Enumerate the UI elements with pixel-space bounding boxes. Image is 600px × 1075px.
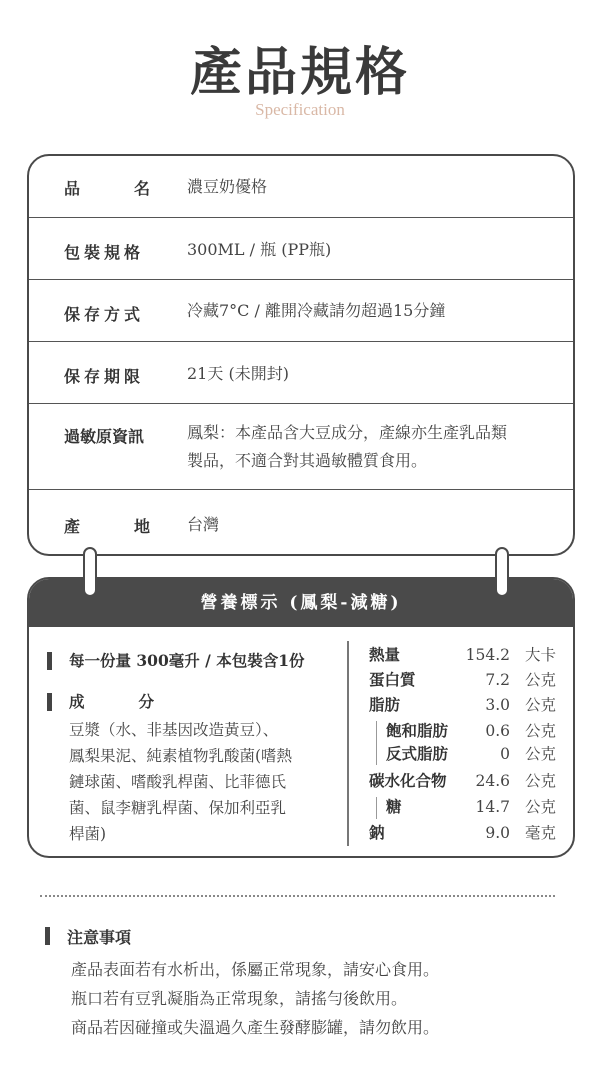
nutrition-row-fat: 脂肪 3.0 公克 [369, 695, 556, 714]
package-value: 300ML / 瓶 (PP瓶) [187, 240, 332, 259]
ingredients-label: 成 分 [69, 692, 154, 711]
nutrition-row-trans-fat: 反式脂肪 0 公克 [386, 744, 556, 763]
notes-title: 注意事項 [67, 928, 132, 947]
shelf-label: 保存期限 [64, 367, 145, 386]
origin-label: 產 地 [64, 517, 150, 536]
shelf-value: 21天 (未開封) [187, 364, 289, 383]
serving-size: 每一份量 300毫升 / 本包裝含1份 [69, 651, 305, 670]
notes-line: 產品表面若有水析出，係屬正常現象，請安心食用。 [71, 960, 440, 979]
nutrition-row-sugar: 糖 14.7 公克 [386, 797, 556, 816]
storage-value: 冷藏7°C / 離開冷藏請勿超過15分鐘 [187, 301, 446, 320]
spec-row-origin [29, 490, 573, 556]
spec-card [27, 154, 575, 556]
allergen-value: 鳳梨：本產品含大豆成分，產線亦生產乳品類 製品，不適合對其過敏體質食用。 [187, 423, 508, 470]
spec-row-storage [29, 280, 573, 342]
binder-ring-right [495, 547, 509, 597]
spec-row-name [29, 156, 573, 218]
page-title: 產品規格 [189, 42, 410, 103]
notes-line: 瓶口若有豆乳凝脂為正常現象，請搖勻後飲用。 [71, 989, 408, 1008]
storage-label: 保存方式 [64, 305, 145, 324]
notes-line: 商品若因碰撞或失溫過久產生發酵膨罐，請勿飲用。 [71, 1018, 440, 1037]
nutrition-row-carbohydrate: 碳水化合物 24.6 公克 [369, 771, 556, 790]
nutrition-row-sodium: 鈉 9.0 毫克 [369, 823, 556, 842]
ingredients-text: 豆漿（水、非基因改造黃豆）、 鳳梨果泥、純素植物乳酸菌(嗜熱 鏈球菌、嗜酸乳桿菌、比菲德氏 菌、鼠李糖乳桿菌、保加利亞乳 桿菌) [69, 721, 293, 843]
nutrition-header: 營養標示 (鳳梨-減糖) [29, 579, 573, 627]
dotted-divider [40, 895, 555, 897]
nutrition-row-protein: 蛋白質 7.2 公克 [369, 670, 556, 689]
spec-row-shelf-life [29, 342, 573, 404]
binder-ring-left [83, 547, 97, 597]
origin-value: 台灣 [187, 515, 220, 534]
name-value: 濃豆奶優格 [187, 177, 268, 196]
page-subtitle: Specification [255, 100, 345, 119]
package-label: 包裝規格 [64, 243, 145, 262]
spec-row-package [29, 218, 573, 280]
nutrition-row-energy: 熱量 154.2 大卡 [369, 645, 556, 664]
spec-row-allergen [29, 404, 573, 490]
notes-bar-marker [45, 927, 50, 945]
nutrition-row-saturated-fat: 飽和脂肪 0.6 公克 [386, 721, 556, 740]
allergen-label: 過敏原資訊 [64, 427, 145, 446]
name-label: 品 名 [64, 179, 150, 198]
nutrition-card [27, 577, 575, 858]
